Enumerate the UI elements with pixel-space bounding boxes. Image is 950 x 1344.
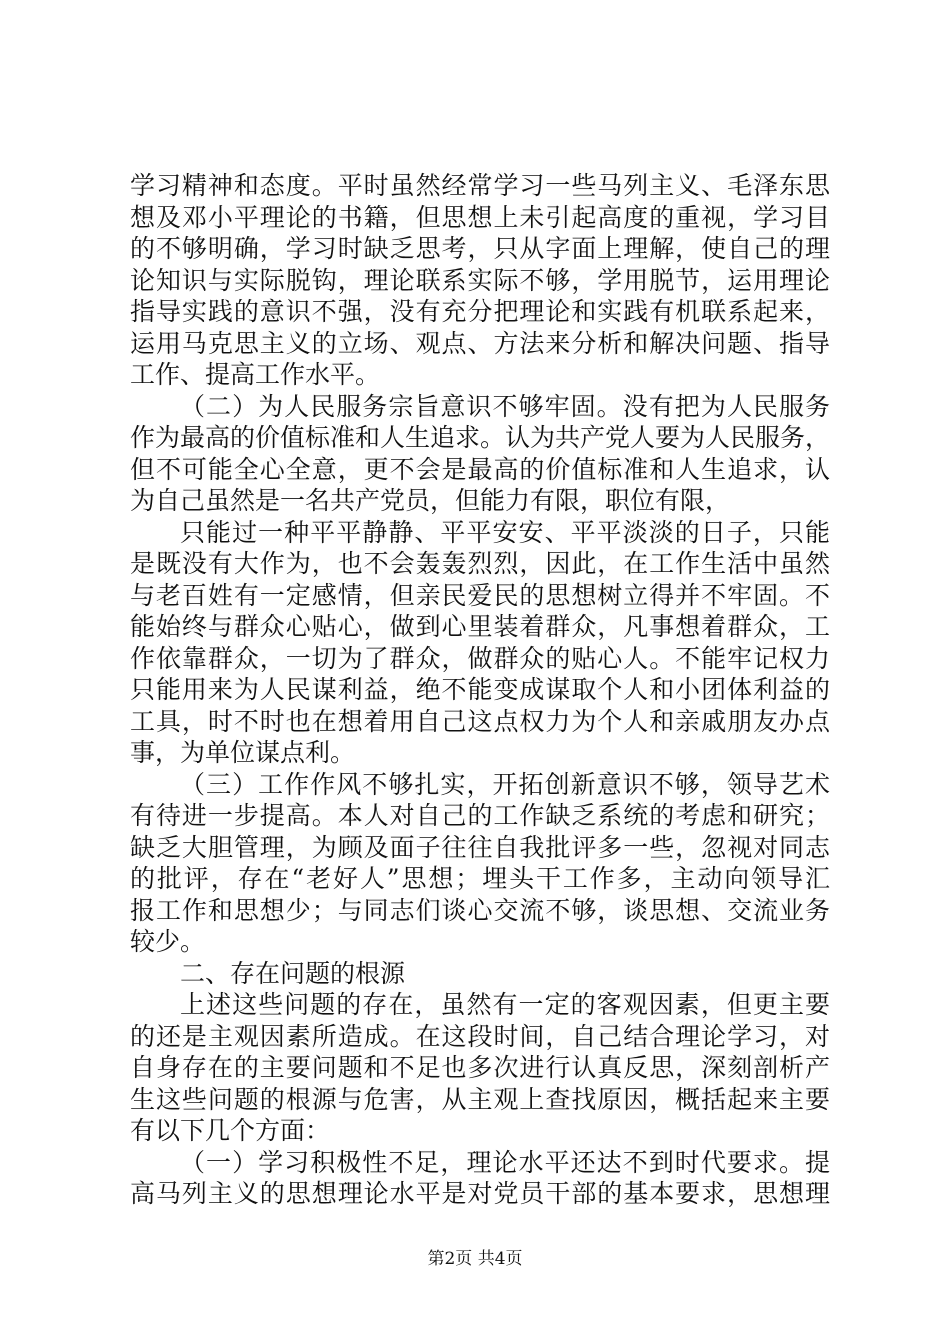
text-line: 生这些问题的根源与危害，从主观上查找原因，概括起来主要	[130, 1084, 830, 1114]
text-line: 有待进一步提高。本人对自己的工作缺乏系统的考虑和研究；	[130, 801, 830, 830]
text-line: 的还是主观因素所造成。在这段时间，自己结合理论学习，对	[130, 1021, 830, 1051]
text-line: 运用马克思主义的立场、观点、方法来分析和解决问题、指导	[130, 328, 830, 358]
text-line: 的批评，存在“老好人”思想；埋头干工作多，主动向领导汇	[130, 864, 830, 893]
text-line: 报工作和思想少；与同志们谈心交流不够，谈思想、交流业务	[130, 895, 830, 925]
text-line: 有以下几个方面：	[130, 1116, 331, 1145]
text-line: 是既没有大作为，也不会轰轰烈烈，因此，在工作生活中虽然	[130, 549, 830, 578]
text-line: 工作、提高工作水平。	[130, 360, 381, 389]
text-line: 想及邓小平理论的书籍，但思想上未引起高度的重视，学习目	[130, 202, 830, 232]
text-line: 工具，时不时也在想着用自己这点权力为个人和亲戚朋友办点	[130, 706, 830, 736]
text-line: 能始终与群众心贴心，做到心里装着群众，凡事想着群众，工	[130, 612, 830, 641]
text-line: 上述这些问题的存在，虽然有一定的客观因素，但更主要	[180, 990, 830, 1019]
text-line: 只能过一种平平静静、平平安安、平平淡淡的日子，只能	[180, 517, 830, 547]
text-line: （三）工作作风不够扎实，开拓创新意识不够，领导艺术	[180, 769, 830, 799]
text-line: 作为最高的价值标准和人生追求。认为共产党人要为人民服务，	[130, 423, 831, 452]
text-line: 为自己虽然是一名共产党员，但能力有限，职位有限，	[130, 486, 731, 515]
text-line: 事，为单位谋点利。	[130, 738, 356, 767]
text-line: （二）为人民服务宗旨意识不够牢固。没有把为人民服务	[180, 391, 830, 421]
text-line: 学习精神和态度。平时虽然经常学习一些马列主义、毛泽东思	[130, 171, 830, 200]
body-text	[130, 170, 830, 1210]
text-line: 与老百姓有一定感情，但亲民爱民的思想树立得并不牢固。不	[130, 580, 830, 610]
text-line: 的不够明确，学习时缺乏思考，只从字面上理解，使自己的理	[130, 234, 830, 263]
page-footer: 第2页 共4页	[427, 1249, 523, 1269]
text-line: 作依靠群众，一切为了群众，做群众的贴心人。不能牢记权力	[130, 643, 830, 673]
text-line: 论知识与实际脱钩，理论联系实际不够，学用脱节，运用理论	[130, 265, 830, 295]
text-line: 二、存在问题的根源	[180, 958, 406, 988]
text-line: 指导实践的意识不强，没有充分把理论和实践有机联系起来，	[130, 297, 830, 326]
text-line: 只能用来为人民谋利益，绝不能变成谋取个人和小团体利益的	[130, 675, 830, 704]
text-line: 自身存在的主要问题和不足也多次进行认真反思，深刻剖析产	[130, 1053, 830, 1082]
text-line: 较少。	[130, 927, 206, 956]
text-line: 高马列主义的思想理论水平是对党员干部的基本要求，思想理	[130, 1179, 830, 1208]
text-line: 但不可能全心全意，更不会是最高的价值标准和人生追求，认	[130, 454, 830, 484]
text-line: 缺乏大胆管理，为顾及面子往往自我批评多一些，忽视对同志	[130, 832, 830, 862]
text-line: （一）学习积极性不足，理论水平还达不到时代要求。提	[180, 1147, 830, 1177]
